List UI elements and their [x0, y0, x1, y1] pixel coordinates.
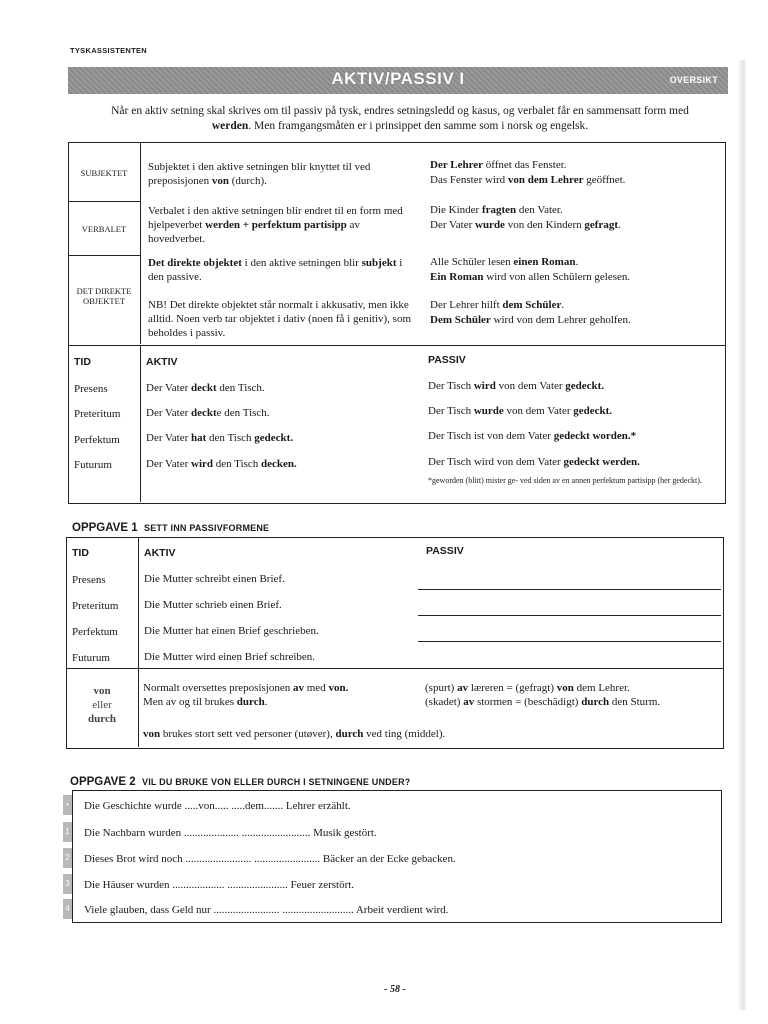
oppgave2-item[interactable]: Die Häuser wurden ................... ...................... Feuer zerstört.	[84, 879, 355, 891]
book-title: TYSKASSISTENTEN	[70, 46, 148, 55]
tense-col-aktiv: AKTIV	[146, 356, 178, 368]
oppgave1-row-aktiv: Die Mutter schreibt einen Brief.	[144, 573, 285, 585]
label-objekt: DET DIREKTE OBJEKTET	[76, 286, 132, 306]
subjekt-example-1: Der Lehrer öffnet das Fenster.	[430, 159, 567, 171]
oppgave2-subheading: VIL DU BRUKE VON ELLER DURCH I SETNINGENE UNDER?	[142, 777, 411, 787]
tense-row-aktiv: Der Vater hat den Tisch gedeckt.	[146, 432, 294, 444]
oppgave1-col-aktiv: AKTIV	[144, 547, 176, 559]
page-title: AKTIV/PASSIV I	[331, 69, 465, 88]
vd-label-durch: durch	[88, 713, 116, 725]
oppgave1-row-line	[66, 668, 723, 669]
verbal-example-1: Die Kinder fragten den Vater.	[430, 204, 563, 216]
vd-example-1: (spurt) av læreren = (gefragt) von dem Lehrer.	[425, 682, 630, 694]
oppgave1-answer-line[interactable]	[418, 615, 721, 616]
tense-row-passiv: Der Tisch wird von dem Vater gedeckt.	[428, 380, 605, 392]
tense-row-tid: Presens	[74, 383, 108, 395]
tense-row-tid: Preteritum	[74, 408, 121, 420]
rules-row-line	[68, 255, 141, 256]
objekt-explanation-1: Det direkte objektet i den aktive setningen blir subjekt i den passive.	[148, 257, 403, 283]
tense-col-tid: TID	[74, 356, 91, 368]
oppgave1-answer-line[interactable]	[418, 589, 721, 590]
page-edge-shadow	[738, 60, 746, 1010]
oppgave1-row-tid: Preteritum	[72, 600, 119, 612]
oppgave1-col-passiv: PASSIV	[426, 545, 464, 557]
item-marker: •	[63, 795, 72, 815]
verbal-example-2: Der Vater wurde von den Kindern gefragt.	[430, 219, 621, 231]
rules-row-line	[68, 201, 141, 202]
objekt-example-1: Alle Schüler lesen einen Roman.	[430, 256, 579, 268]
label-subjekt: SUBJEKTET	[80, 168, 128, 178]
oppgave1-row-aktiv: Die Mutter wird einen Brief schreiben.	[144, 651, 316, 663]
tense-footnote: *geworden (blitt) mister ge- ved siden av en annen perfektum partisipp (her gedeckt).	[428, 476, 702, 485]
verbal-explanation: Verbalet i den aktive setningen blir endret til en form med hjelpeverbet werden + perfektum partisipp av hovedverbet.	[148, 205, 403, 245]
tense-row-passiv: Der Tisch wurde von dem Vater gedeckt.	[428, 405, 613, 417]
oppgave2-item[interactable]: Viele glauben, dass Geld nur ........................ .......................... Arbeit verdient wird.	[84, 904, 449, 916]
label-verbal: VERBALET	[81, 224, 127, 234]
oppgave1-answer-line[interactable]	[418, 641, 721, 642]
oppgave2-item[interactable]: Dieses Brot wird noch ........................ ........................ Bäcker an der Ecke gebacken.	[84, 853, 456, 865]
oppgave2-heading	[70, 776, 410, 788]
section-tag: OVERSIKT	[669, 75, 718, 85]
item-marker: 3	[63, 874, 72, 894]
vd-bottom-note: von brukes stort sett ved personer (utøver), durch ved ting (middel).	[143, 728, 446, 740]
oppgave1-row-tid: Futurum	[72, 652, 110, 664]
subjekt-explanation: Subjektet i den aktive setningen blir knyttet til ved preposisjonen von (durch).	[148, 161, 371, 187]
tense-row-aktiv: Der Vater deckt den Tisch.	[146, 382, 265, 394]
objekt-explanation-2: NB! Det direkte objektet står normalt i akkusativ, men ikke alltid. Noen verb tar objektet i dativ (noen få i genitiv), som beholdes i passiv.	[148, 299, 412, 339]
oppgave2-number: OPPGAVE 2	[70, 776, 136, 788]
oppgave1-subheading: SETT INN PASSIVFORMENE	[144, 523, 270, 533]
oppgave1-row-tid: Perfektum	[72, 626, 118, 638]
oppgave1-divider	[138, 537, 139, 747]
objekt-example-4: Dem Schüler wird von dem Lehrer geholfen.	[430, 314, 631, 326]
rules-divider	[140, 142, 141, 344]
vd-text-2: Men av og til brukes durch.	[143, 696, 268, 708]
intro-text: Når en aktiv setning skal skrives om til passiv på tysk, endres setningsledd og kasus, og verbalet får en sammensatt form med werden. Men framgangsmåten er i prinsippet den samme som i norsk og engelsk.	[111, 105, 689, 132]
item-marker: 4	[63, 899, 72, 919]
tense-divider	[140, 345, 141, 502]
vd-label-eller: eller	[92, 699, 112, 711]
page-number: - 58 -	[384, 984, 406, 995]
vd-label	[70, 684, 134, 726]
tense-row-tid: Perfektum	[74, 434, 120, 446]
tense-col-passiv: PASSIV	[428, 354, 466, 366]
oppgave2-item[interactable]: Die Geschichte wurde .....von..... .....dem....... Lehrer erzählt.	[84, 800, 351, 812]
item-marker: 2	[63, 848, 72, 868]
item-marker: 1	[63, 822, 72, 842]
vd-example-2: (skadet) av stormen = (beschädigt) durch den Sturm.	[425, 696, 661, 708]
oppgave1-heading	[72, 522, 269, 534]
oppgave1-row-tid: Presens	[72, 574, 106, 586]
oppgave1-col-tid: TID	[72, 547, 89, 559]
tense-row-aktiv: Der Vater deckte den Tisch.	[146, 407, 270, 419]
subjekt-example-2: Das Fenster wird von dem Lehrer geöffnet.	[430, 174, 626, 186]
tense-row-passiv: Der Tisch ist von dem Vater gedeckt worden.*	[428, 430, 637, 442]
oppgave1-row-aktiv: Die Mutter schrieb einen Brief.	[144, 599, 282, 611]
oppgave1-number: OPPGAVE 1	[72, 522, 138, 534]
tense-row-aktiv: Der Vater wird den Tisch decken.	[146, 458, 297, 470]
oppgave1-row-aktiv: Die Mutter hat einen Brief geschrieben.	[144, 625, 319, 637]
vd-label-von: von	[93, 685, 111, 697]
objekt-example-3: Der Lehrer hilft dem Schüler.	[430, 299, 565, 311]
objekt-example-2: Ein Roman wird von allen Schülern gelesen.	[430, 271, 631, 283]
oppgave1-table	[66, 537, 724, 749]
vd-text-1: Normalt oversettes preposisjonen av med von.	[143, 682, 349, 694]
tense-row-passiv: Der Tisch wird von dem Vater gedeckt werden.	[428, 456, 640, 468]
oppgave2-item[interactable]: Die Nachbarn wurden .................... ......................... Musik gestört.	[84, 827, 377, 839]
title-bar	[68, 67, 728, 94]
tense-row-tid: Futurum	[74, 459, 112, 471]
